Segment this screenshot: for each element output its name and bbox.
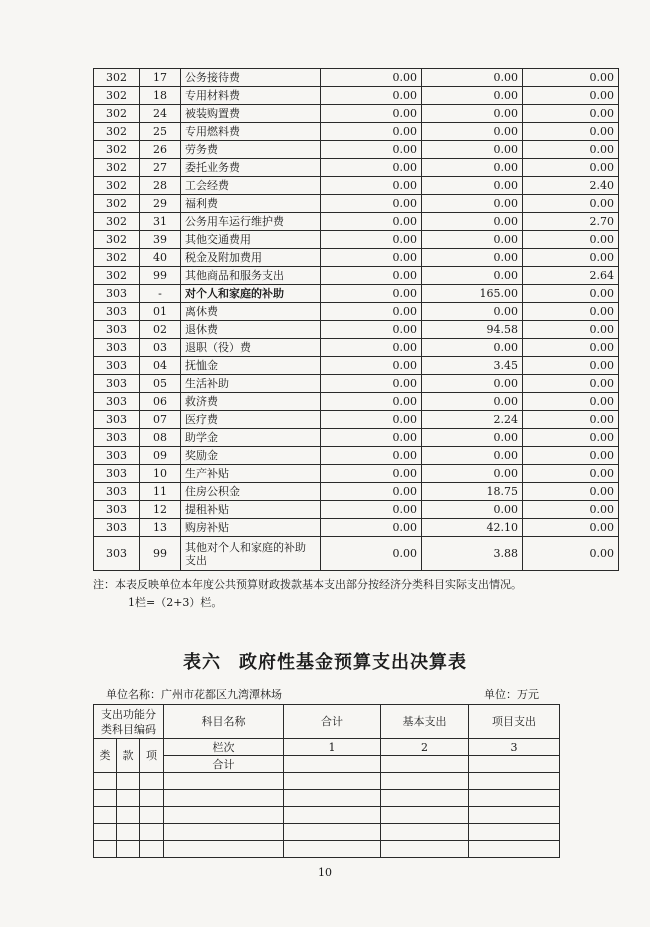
- row-basic: 0.00: [422, 267, 523, 285]
- row-project: 2.70: [523, 213, 619, 231]
- row-item: 26: [140, 141, 181, 159]
- row-class: 303: [94, 285, 140, 303]
- row-total: 0.00: [321, 375, 422, 393]
- row-total: 0.00: [321, 519, 422, 537]
- header-xiang: 项: [140, 739, 164, 773]
- row-subject: 专用材料费: [181, 87, 321, 105]
- row-project: 0.00: [523, 249, 619, 267]
- row-project: 0.00: [523, 285, 619, 303]
- col-num-1: 1: [284, 739, 381, 756]
- table-row: [94, 123, 619, 141]
- row-total: 0.00: [321, 141, 422, 159]
- table-row: [94, 321, 619, 339]
- row-project: 2.40: [523, 177, 619, 195]
- table-row: [94, 249, 619, 267]
- row-basic: 165.00: [422, 285, 523, 303]
- row-class: 303: [94, 375, 140, 393]
- row-class: 302: [94, 213, 140, 231]
- row-class: 302: [94, 123, 140, 141]
- row-class: 303: [94, 519, 140, 537]
- row-basic: 94.58: [422, 321, 523, 339]
- row-basic: 0.00: [422, 177, 523, 195]
- table-row: [94, 411, 619, 429]
- table-title-name: 政府性基金预算支出决算表: [239, 652, 467, 673]
- row-subject: 退休费: [181, 321, 321, 339]
- row-subject: 对个人和家庭的补助: [181, 285, 321, 303]
- row-item: 07: [140, 411, 181, 429]
- row-total: 0.00: [321, 195, 422, 213]
- header-project: 项目支出: [469, 705, 560, 739]
- table-row: [94, 501, 619, 519]
- row-project: 0.00: [523, 339, 619, 357]
- row-total: 0.00: [321, 285, 422, 303]
- header-basic: 基本支出: [381, 705, 469, 739]
- row-subject: 救济费: [181, 393, 321, 411]
- table-row: [94, 267, 619, 285]
- row-project: 0.00: [523, 87, 619, 105]
- row-total: 0.00: [321, 537, 422, 571]
- row-project: 0.00: [523, 519, 619, 537]
- row-basic: 0.00: [422, 195, 523, 213]
- table-row: [94, 465, 619, 483]
- empty-row: [94, 773, 560, 790]
- table-row: [94, 69, 619, 87]
- row-basic: 0.00: [422, 105, 523, 123]
- row-total: 0.00: [321, 105, 422, 123]
- table-row: [94, 285, 619, 303]
- unit-name: 单位名称：广州市花都区九湾潭林场: [106, 688, 282, 701]
- row-subject: 其他商品和服务支出: [181, 267, 321, 285]
- row-item: 02: [140, 321, 181, 339]
- row-class: 302: [94, 267, 140, 285]
- expenditure-table: [93, 68, 619, 571]
- row-subject: 公务用车运行维护费: [181, 213, 321, 231]
- row-item: 99: [140, 537, 181, 571]
- row-total: 0.00: [321, 321, 422, 339]
- table-row: [94, 303, 619, 321]
- row-basic: 3.45: [422, 357, 523, 375]
- total-label: 合计: [164, 756, 284, 773]
- row-total: 0.00: [321, 411, 422, 429]
- table-note: 注：本表反映单位本年度公共预算财政拨款基本支出部分按经济分类科目实际支出情况。: [93, 578, 522, 591]
- row-item: 27: [140, 159, 181, 177]
- row-project: 0.00: [523, 375, 619, 393]
- row-class: 303: [94, 393, 140, 411]
- fund-expenditure-table: [93, 704, 560, 858]
- row-item: 29: [140, 195, 181, 213]
- row-project: 0.00: [523, 483, 619, 501]
- row-subject: 住房公积金: [181, 483, 321, 501]
- row-subject: 专用燃料费: [181, 123, 321, 141]
- row-basic: 42.10: [422, 519, 523, 537]
- table-row: [94, 429, 619, 447]
- row-item: 13: [140, 519, 181, 537]
- row-basic: 0.00: [422, 429, 523, 447]
- row-subject: 公务接待费: [181, 69, 321, 87]
- row-subject: 工会经费: [181, 177, 321, 195]
- row-total: 0.00: [321, 393, 422, 411]
- table-row: [94, 375, 619, 393]
- row-subject: 购房补贴: [181, 519, 321, 537]
- table-row: [94, 537, 619, 571]
- row-subject: 福利费: [181, 195, 321, 213]
- row-project: 2.64: [523, 267, 619, 285]
- row-project: 0.00: [523, 501, 619, 519]
- header-kuan: 款: [117, 739, 140, 773]
- row-project: 0.00: [523, 141, 619, 159]
- row-subject: 其他交通费用: [181, 231, 321, 249]
- row-project: 0.00: [523, 321, 619, 339]
- row-basic: 0.00: [422, 465, 523, 483]
- row-item: 06: [140, 393, 181, 411]
- row-class: 302: [94, 105, 140, 123]
- row-subject: 助学金: [181, 429, 321, 447]
- row-item: 25: [140, 123, 181, 141]
- row-basic: 0.00: [422, 375, 523, 393]
- row-total: 0.00: [321, 501, 422, 519]
- row-total: 0.00: [321, 447, 422, 465]
- row-class: 303: [94, 303, 140, 321]
- row-project: 0.00: [523, 447, 619, 465]
- table-row: [94, 195, 619, 213]
- row-item: 28: [140, 177, 181, 195]
- row-class: 303: [94, 357, 140, 375]
- row-project: 0.00: [523, 231, 619, 249]
- row-project: 0.00: [523, 69, 619, 87]
- row-subject: 抚恤金: [181, 357, 321, 375]
- row-project: 0.00: [523, 357, 619, 375]
- row-item: 31: [140, 213, 181, 231]
- row-total: 0.00: [321, 231, 422, 249]
- table-row: [94, 231, 619, 249]
- row-class: 302: [94, 231, 140, 249]
- row-basic: 0.00: [422, 159, 523, 177]
- row-project: 0.00: [523, 303, 619, 321]
- row-basic: 18.75: [422, 483, 523, 501]
- row-item: 01: [140, 303, 181, 321]
- row-project: 0.00: [523, 105, 619, 123]
- table-row: [94, 447, 619, 465]
- row-item: 18: [140, 87, 181, 105]
- row-class: 303: [94, 501, 140, 519]
- row-subject: 医疗费: [181, 411, 321, 429]
- header-name: 科目名称: [164, 705, 284, 739]
- row-class: 302: [94, 195, 140, 213]
- row-subject: 奖励金: [181, 447, 321, 465]
- row-project: 0.00: [523, 411, 619, 429]
- row-total: 0.00: [321, 123, 422, 141]
- row-basic: 2.24: [422, 411, 523, 429]
- header-total: 合计: [284, 705, 381, 739]
- header-code: 支出功能分类科目编码: [94, 705, 164, 739]
- lanci-label: 栏次: [164, 739, 284, 756]
- row-project: 0.00: [523, 465, 619, 483]
- row-item: 03: [140, 339, 181, 357]
- empty-row: [94, 807, 560, 824]
- row-class: 303: [94, 465, 140, 483]
- row-project: 0.00: [523, 429, 619, 447]
- row-subject: 退职（役）费: [181, 339, 321, 357]
- total-basic-cell: [381, 756, 469, 773]
- row-class: 303: [94, 447, 140, 465]
- empty-row: [94, 824, 560, 841]
- total-project-cell: [469, 756, 560, 773]
- empty-row: [94, 790, 560, 807]
- row-subject: 生产补贴: [181, 465, 321, 483]
- row-subject: 被装购置费: [181, 105, 321, 123]
- col-num-3: 3: [469, 739, 560, 756]
- row-total: 0.00: [321, 303, 422, 321]
- row-total: 0.00: [321, 87, 422, 105]
- unit-measure: 单位：万元: [484, 688, 539, 701]
- row-basic: 0.00: [422, 123, 523, 141]
- row-total: 0.00: [321, 213, 422, 231]
- row-item: 10: [140, 465, 181, 483]
- table-row: [94, 105, 619, 123]
- row-project: 0.00: [523, 393, 619, 411]
- row-class: 302: [94, 159, 140, 177]
- col-num-2: 2: [381, 739, 469, 756]
- row-project: 0.00: [523, 537, 619, 571]
- table-row: [94, 213, 619, 231]
- row-item: 08: [140, 429, 181, 447]
- table-row: [94, 393, 619, 411]
- row-basic: 0.00: [422, 447, 523, 465]
- row-item: 05: [140, 375, 181, 393]
- row-item: 24: [140, 105, 181, 123]
- row-project: 0.00: [523, 123, 619, 141]
- row-total: 0.00: [321, 249, 422, 267]
- table-row: [94, 519, 619, 537]
- row-item: 17: [140, 69, 181, 87]
- header-lei: 类: [94, 739, 117, 773]
- row-basic: 0.00: [422, 249, 523, 267]
- total-cell: [284, 756, 381, 773]
- row-class: 302: [94, 249, 140, 267]
- row-total: 0.00: [321, 465, 422, 483]
- row-subject: 委托业务费: [181, 159, 321, 177]
- row-total: 0.00: [321, 69, 422, 87]
- row-subject: 劳务费: [181, 141, 321, 159]
- table-row: [94, 339, 619, 357]
- row-class: 303: [94, 321, 140, 339]
- row-class: 303: [94, 411, 140, 429]
- row-subject: 生活补助: [181, 375, 321, 393]
- row-class: 302: [94, 87, 140, 105]
- row-basic: 0.00: [422, 69, 523, 87]
- row-basic: 0.00: [422, 231, 523, 249]
- table-title-prefix: 表六: [183, 652, 221, 673]
- row-subject: 提租补贴: [181, 501, 321, 519]
- row-class: 303: [94, 339, 140, 357]
- row-basic: 0.00: [422, 141, 523, 159]
- row-item: 09: [140, 447, 181, 465]
- table-row: [94, 87, 619, 105]
- row-total: 0.00: [321, 177, 422, 195]
- row-item: 40: [140, 249, 181, 267]
- row-class: 303: [94, 429, 140, 447]
- row-item: 12: [140, 501, 181, 519]
- row-subject: 离休费: [181, 303, 321, 321]
- row-basic: 0.00: [422, 339, 523, 357]
- row-basic: 3.88: [422, 537, 523, 571]
- row-basic: 0.00: [422, 393, 523, 411]
- row-total: 0.00: [321, 357, 422, 375]
- row-item: 39: [140, 231, 181, 249]
- row-class: 302: [94, 69, 140, 87]
- row-total: 0.00: [321, 339, 422, 357]
- table-note-formula: 1栏=（2+3）栏。: [128, 596, 223, 609]
- row-basic: 0.00: [422, 303, 523, 321]
- row-class: 303: [94, 537, 140, 571]
- page-number: 10: [318, 866, 332, 879]
- row-item: 11: [140, 483, 181, 501]
- table-row: [94, 177, 619, 195]
- row-total: 0.00: [321, 267, 422, 285]
- table-row: [94, 159, 619, 177]
- table-row: [94, 483, 619, 501]
- row-basic: 0.00: [422, 501, 523, 519]
- row-project: 0.00: [523, 159, 619, 177]
- row-total: 0.00: [321, 483, 422, 501]
- row-item: 99: [140, 267, 181, 285]
- table-row: [94, 141, 619, 159]
- row-item: 04: [140, 357, 181, 375]
- row-class: 303: [94, 483, 140, 501]
- row-project: 0.00: [523, 195, 619, 213]
- row-subject: 其他对个人和家庭的补助支出: [181, 537, 321, 571]
- empty-row: [94, 841, 560, 858]
- row-item: -: [140, 285, 181, 303]
- row-class: 302: [94, 141, 140, 159]
- row-basic: 0.00: [422, 213, 523, 231]
- row-basic: 0.00: [422, 87, 523, 105]
- table-title: [0, 648, 650, 674]
- row-subject: 税金及附加费用: [181, 249, 321, 267]
- row-total: 0.00: [321, 159, 422, 177]
- row-total: 0.00: [321, 429, 422, 447]
- row-class: 302: [94, 177, 140, 195]
- table-row: [94, 357, 619, 375]
